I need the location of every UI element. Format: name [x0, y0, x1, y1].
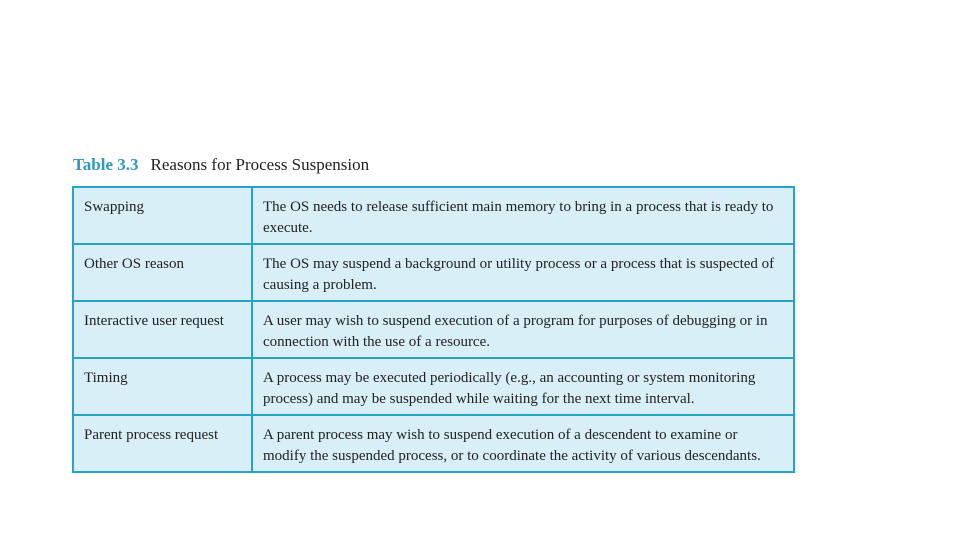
table-row	[73, 358, 794, 415]
reason-cell: Swapping	[73, 187, 252, 244]
reason-cell: Interactive user request	[73, 301, 252, 358]
table-row	[73, 415, 794, 472]
reasons-table	[72, 186, 795, 473]
reason-cell: Other OS reason	[73, 244, 252, 301]
comment-cell: A parent process may wish to suspend execution of a descendent to examine or modify the suspended process, or to coordinate the activity of various descendants.	[252, 415, 794, 472]
table-row	[73, 301, 794, 358]
table-number: Table 3.3	[73, 155, 139, 174]
reason-cell: Timing	[73, 358, 252, 415]
comment-cell: A process may be executed periodically (e.g., an accounting or system monitoring process) and may be suspended while waiting for the next time interval.	[252, 358, 794, 415]
comment-cell: A user may wish to suspend execution of a program for purposes of debugging or in connection with the use of a resource.	[252, 301, 794, 358]
table-row	[73, 187, 794, 244]
table-caption	[73, 155, 369, 175]
table-row	[73, 244, 794, 301]
reason-cell: Parent process request	[73, 415, 252, 472]
table-title: Reasons for Process Suspension	[150, 155, 370, 174]
comment-cell: The OS may suspend a background or utility process or a process that is suspected of causing a problem.	[252, 244, 794, 301]
comment-cell: The OS needs to release sufficient main memory to bring in a process that is ready to execute.	[252, 187, 794, 244]
